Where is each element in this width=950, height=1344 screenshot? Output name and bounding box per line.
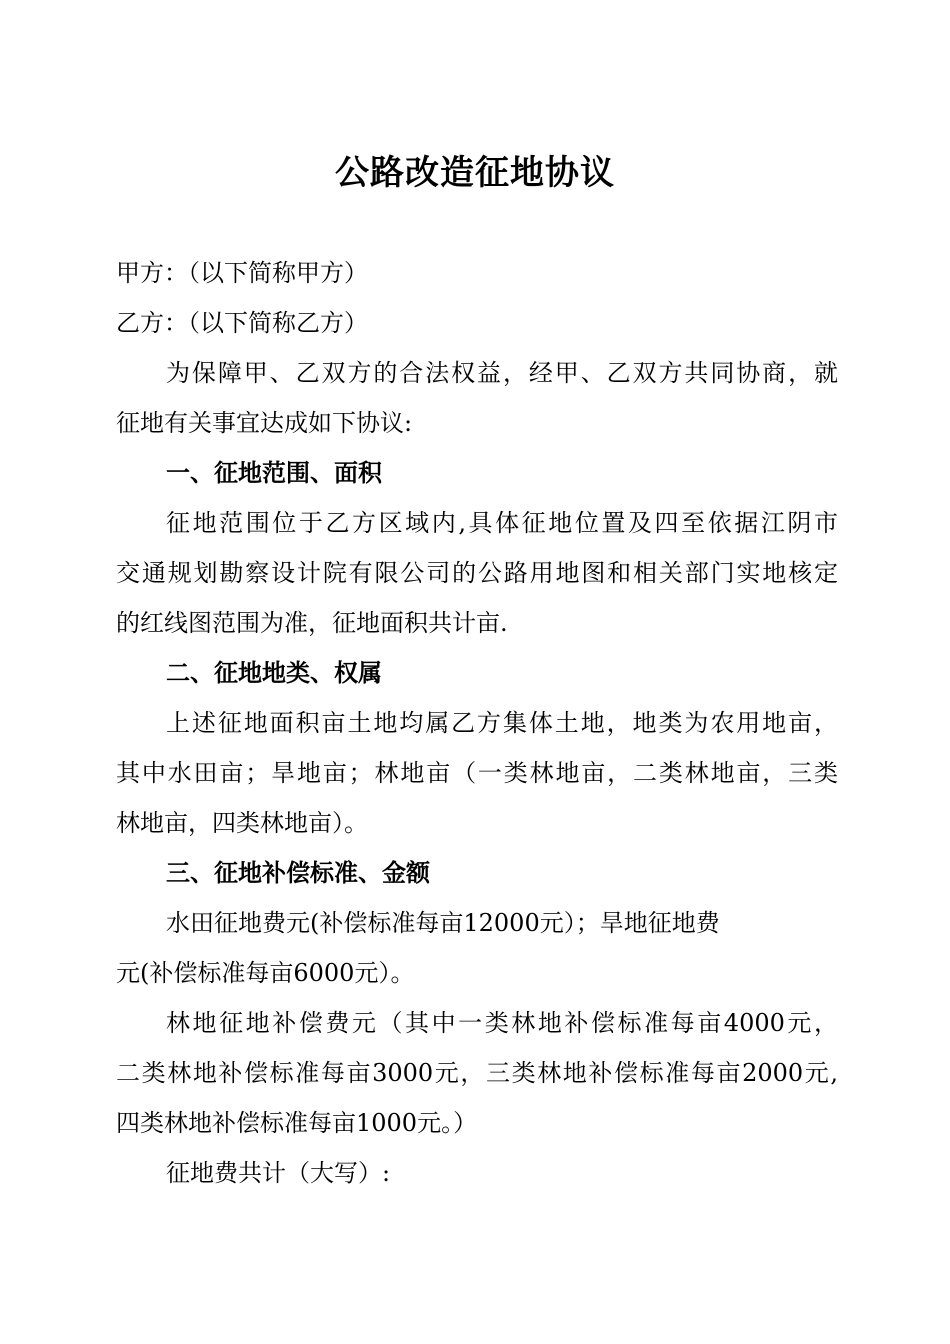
section-1-line-2: 交通规划勘察设计院有限公司的公路用地图和相关部门实地核定	[116, 559, 838, 587]
party-b-line: 乙方：（以下简称乙方）	[116, 309, 368, 337]
section-3-heading: 三、征地补偿标准、金额	[166, 858, 430, 887]
party-a-line: 甲方：（以下简称甲方）	[116, 259, 368, 287]
intro-line-2: 征地有关事宜达成如下协议:	[116, 409, 413, 437]
document-title: 公路改造征地协议	[335, 153, 615, 193]
section-3-line-6: 征地费共计（大写）:	[166, 1159, 391, 1187]
section-1-heading: 一、征地范围、面积	[166, 458, 382, 487]
section-3-line-2: 元(补偿标准每亩6000元）。	[116, 959, 415, 987]
section-3-line-1: 水田征地费元(补偿标准每亩12000元）；旱地征地费	[166, 909, 720, 937]
section-1-line-1: 征地范围位于乙方区域内,具体征地位置及四至依据江阴市	[166, 509, 838, 537]
section-3-line-4: 二类林地补偿标准每亩3000元，三类林地补偿标准每亩2000元,	[116, 1059, 838, 1087]
document-body	[116, 248, 838, 1198]
section-2-heading: 二、征地地类、权属	[166, 658, 382, 687]
intro-line-1: 为保障甲、乙双方的合法权益，经甲、乙双方共同协商，就	[166, 359, 838, 387]
section-2-line-2: 其中水田亩；旱地亩；林地亩（一类林地亩，二类林地亩，三类	[116, 759, 838, 787]
section-2-line-1: 上述征地面积亩土地均属乙方集体土地，地类为农用地亩，	[166, 709, 838, 737]
section-3-line-3: 林地征地补偿费元（其中一类林地补偿标准每亩4000元，	[166, 1009, 838, 1037]
section-3-line-5: 四类林地补偿标准每亩1000元。）	[116, 1109, 478, 1137]
section-1-line-3: 的红线图范围为准，征地面积共计亩.	[116, 609, 508, 637]
section-2-line-3: 林地亩，四类林地亩）。	[116, 809, 368, 837]
